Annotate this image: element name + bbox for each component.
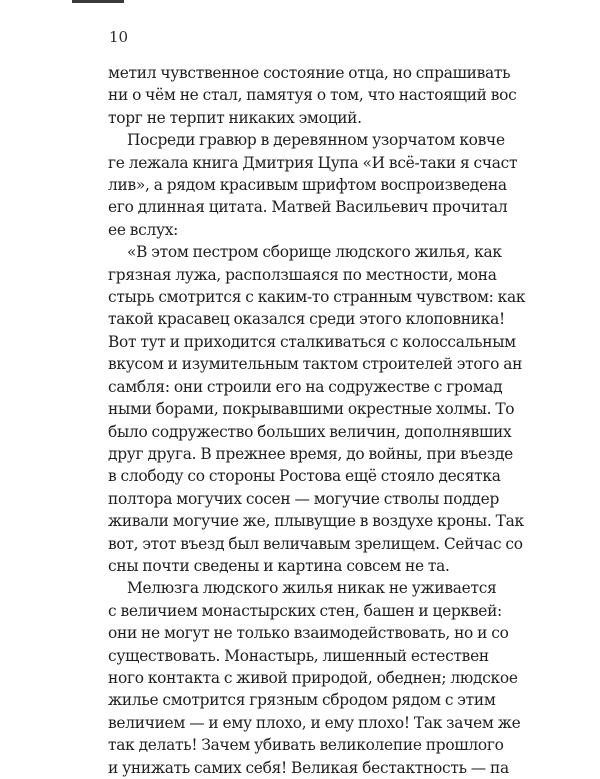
text-line: друг друга. В прежнее время, до войны, при въезде (108, 444, 513, 463)
text-line: Вот тут и приходится сталкиваться с колоссальным (108, 332, 516, 351)
text-line: ге лежала книга Дмитрия Цупа «И всё-таки я счаст (108, 153, 518, 172)
text-line: существовать. Монастырь, лишенный естествен (108, 646, 489, 665)
text-line: вот, этот въезд был величавым зрелищем. Сейчас со (108, 534, 523, 553)
text-line: Мелюзга людского жилья никак не уживается (127, 579, 497, 598)
paragraph (108, 241, 526, 577)
text-line: ного контакта с живой природой, обеднен; людское (108, 668, 518, 687)
text-line: ее вслух: (108, 220, 179, 239)
text-line: полтора могучих сосен — могучие стволы поддер (108, 489, 500, 508)
text-line: в слободу со стороны Ростова ещё стояло десятка (108, 467, 501, 486)
text-line: стырь смотрится с каким-то странным чувством: как (108, 288, 526, 307)
text-line: они не могут не только взаимодействовать, но и со (108, 624, 509, 643)
paragraph (108, 129, 518, 241)
body-text (108, 62, 526, 779)
text-line: Посреди гравюр в деревянном узорчатом ковче (127, 131, 505, 150)
text-line: с величием монастырских стен, башен и церквей: (108, 601, 502, 620)
text-line: было содружество больших величин, дополнявших (108, 422, 512, 441)
scan-edge-mark (72, 0, 124, 3)
text-line: торг не терпит никаких эмоций. (108, 108, 362, 127)
text-line: так делать! Зачем убивать великолепие прошлого (108, 736, 504, 755)
text-line: живали могучие же, плывущие в воздухе кроны. Так (108, 512, 524, 531)
text-line: вкусом и изумительным тактом строителей этого ан (108, 355, 523, 374)
text-line: ни о чём не стал, памятуя о том, что настоящий вос (108, 86, 517, 105)
text-line: самбля: они строили его на содружестве с громад (108, 377, 503, 396)
text-line: ными борами, покрывавшими окрестные холмы. То (108, 400, 515, 419)
text-line: лив», а рядом красивым шрифтом воспроизведена (108, 176, 507, 195)
text-line: и унижать самих себя! Великая бестактность — па (108, 758, 509, 777)
text-line: сны почти сведены и картина совсем не та. (108, 556, 450, 575)
paragraph (108, 577, 521, 779)
text-line: величием — и ему плохо, и ему плохо! Так зачем же (108, 713, 521, 732)
text-line: грязная лужа, расползшаяся по местности, мона (108, 265, 497, 284)
text-line: жилье смотрится грязным сбродом рядом с этим (108, 691, 496, 710)
page-number: 10 (109, 28, 129, 46)
text-line: его длинная цитата. Матвей Васильевич прочитал (108, 198, 508, 217)
paragraph (108, 62, 517, 129)
text-line: «В этом пестром сборище людского жилья, как (127, 243, 502, 262)
text-line: такой красавец оказался среди этого клоповника! (108, 310, 505, 329)
text-line: метил чувственное состояние отца, но спрашивать (108, 64, 511, 82)
